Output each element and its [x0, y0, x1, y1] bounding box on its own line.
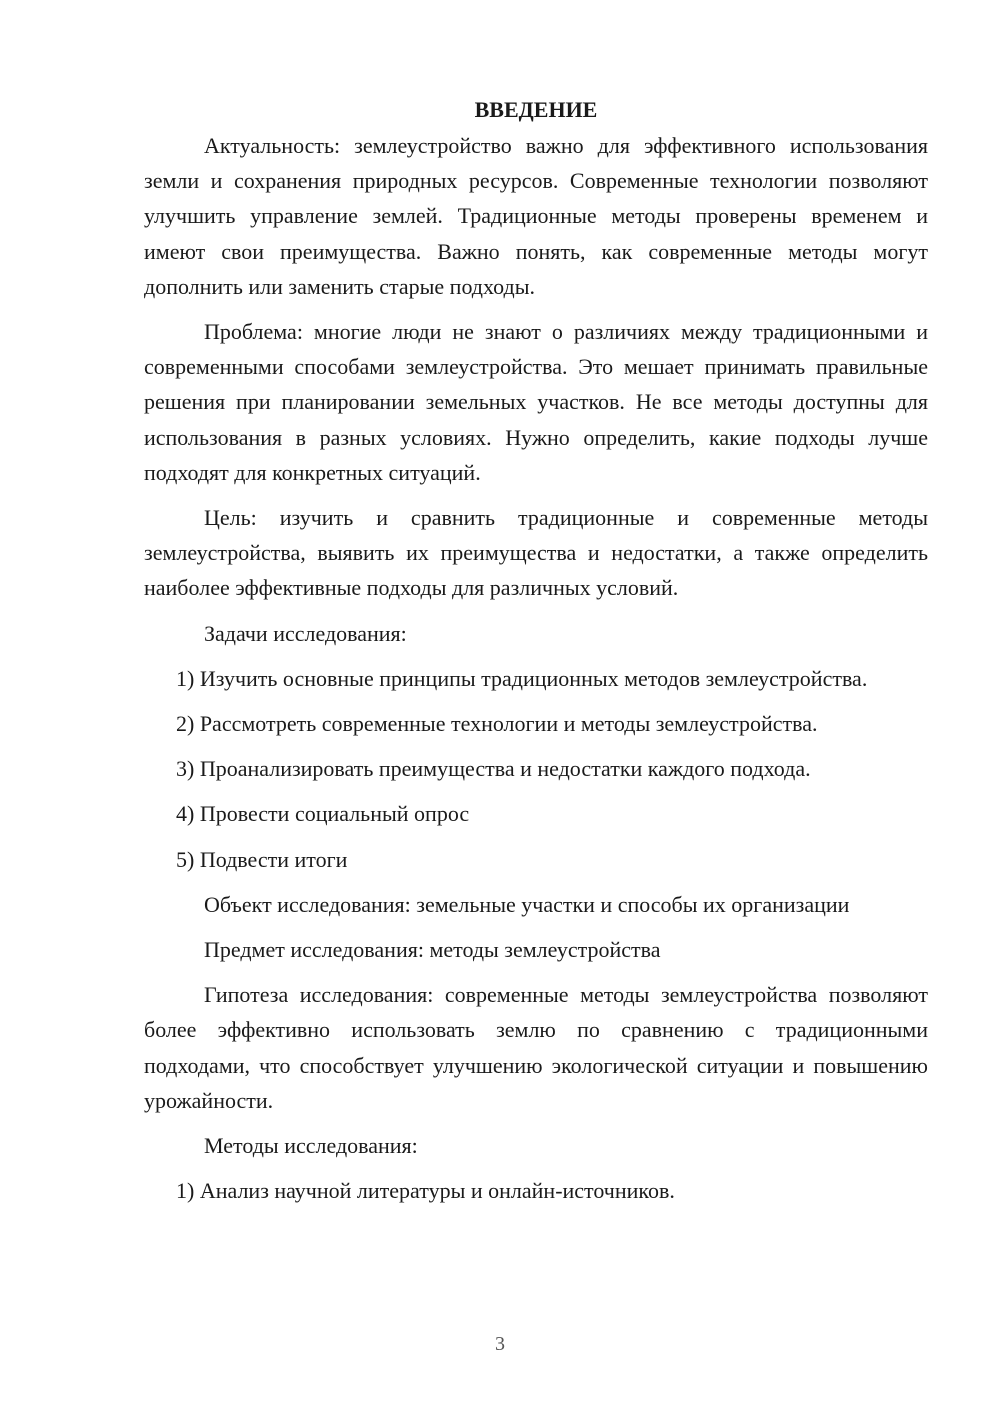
goal-paragraph: Цель: изучить и сравнить традиционные и современные методы землеустройства, выявить их преимущества и недостатки, а также определить наиболее эффективные подходы для различных условий.	[144, 505, 928, 601]
methods-heading: Методы исследования:	[204, 1133, 418, 1159]
subject-paragraph: Предмет исследования: методы землеустройства	[204, 937, 661, 963]
section-title: ВВЕДЕНИЕ	[474, 97, 598, 122]
task-item: 1) Изучить основные принципы традиционных методов землеустройства.	[176, 665, 868, 691]
method-item: 1) Анализ научной литературы и онлайн-источников.	[176, 1178, 675, 1204]
task-item: 5) Подвести итоги	[176, 846, 348, 872]
object-paragraph: Объект исследования: земельные участки и способы их организации	[204, 891, 850, 917]
problem-paragraph: Проблема: многие люди не знают о различиях между традиционными и современными способами землеустройства. Это мешает принимать правильные решения при планировании земельных участков. Не все методы доступны для использования в разных условиях. Нужно определить, какие подходы лучше подходят для конкретных ситуаций.	[144, 319, 928, 485]
task-item: 2) Рассмотреть современные технологии и методы землеустройства.	[176, 711, 818, 737]
page-number: 3	[495, 1333, 505, 1355]
page-content	[144, 92, 928, 1208]
tasks-heading: Задачи исследования:	[204, 620, 407, 646]
task-item: 4) Провести социальный опрос	[176, 801, 470, 827]
task-item: 3) Проанализировать преимущества и недостатки каждого подхода.	[176, 756, 811, 782]
hypothesis-paragraph: Гипотеза исследования: современные методы землеустройства позволяют более эффективно использовать землю по сравнению с традиционными подходами, что способствует улучшению экологической ситуации и повышению урожайности.	[144, 982, 928, 1113]
relevance-paragraph: Актуальность: землеустройство важно для эффективного использования земли и сохранения природных ресурсов. Современные технологии позволяют улучшить управление землей. Традиционные методы проверены временем и имеют свои преимущества. Важно понять, как современные методы могут дополнить или заменить старые подходы.	[144, 133, 928, 299]
